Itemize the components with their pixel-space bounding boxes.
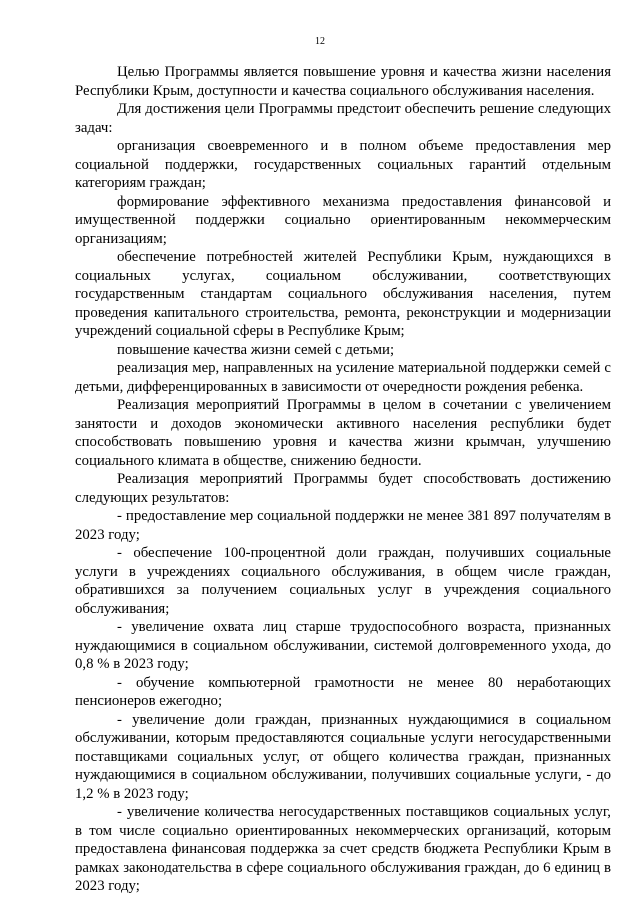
- paragraph-result-long-term-care: - увеличение охвата лиц старше трудоспособного возраста, признанных нуждающимися в социальном обслуживании, системой долговременного ухода, до 0,8 % в 2023 году;: [75, 619, 611, 672]
- paragraph-task-material-support: реализация мер, направленных на усиление материальной поддержки семей с детьми, дифференцированных в зависимости от очередности рождения ребенка.: [75, 360, 611, 395]
- paragraph-tasks-intro: Для достижения цели Программы предстоит обеспечить решение следующих задач:: [75, 101, 611, 136]
- paragraph-results-intro: Реализация мероприятий Программы будет способствовать достижению следующих результатов:: [75, 471, 611, 506]
- paragraph-overall-effect: Реализация мероприятий Программы в целом в сочетании с увеличением занятости и доходов экономически активного населения республики будет способствовать повышению уровня и качества жизни крымчан, улучшению социального климата в обществе, снижению бедности.: [75, 397, 611, 469]
- paragraph-task-families: повышение качества жизни семей с детьми;: [117, 341, 395, 358]
- paragraph-result-recipients: - предоставление мер социальной поддержки не менее 381 897 получателям в 2023 году;: [75, 508, 611, 543]
- paragraph-result-computer-literacy: - обучение компьютерной грамотности не менее 80 неработающих пенсионеров ежегодно;: [75, 674, 611, 709]
- paragraph-result-nongov-share: - увеличение доли граждан, признанных нуждающимися в социальном обслуживании, которым предоставляются социальные услуги негосударственными поставщиками социальных услуг, от общего количества граждан, признанных нуждающимися в социальном обслуживании, получивших социальные услуги, - до 1,2 % в 2023 году;: [75, 711, 611, 802]
- paragraph-task-nko-support: формирование эффективного механизма предоставления финансовой и имущественной поддержки социально ориентированным некоммерческим организациям;: [75, 193, 611, 247]
- paragraph-task-social-support: организация своевременного и в полном объеме предоставления мер социальной поддержки, государственных социальных гарантий отдельным категориям граждан;: [75, 138, 611, 191]
- page-number: 12: [315, 36, 325, 47]
- paragraph-goal: Целью Программы является повышение уровня и качества жизни населения Республики Крым, доступности и качества социального обслуживания населения.: [75, 64, 611, 99]
- paragraph-result-service-share: - обеспечение 100-процентной доли граждан, получивших социальные услуги в учреждениях социального обслуживания, в общем числе граждан, обратившихся за получением социальных услуг в учреждения социального обслуживания;: [75, 545, 611, 617]
- paragraph-task-social-services: обеспечение потребностей жителей Республики Крым, нуждающихся в социальных услугах, социальном обслуживании, соответствующих государственным стандартам социального обслуживания населения, путем проведения капитального строительства, ремонта, реконструкции и модернизации учреждений социальной сферы в Республике Крым;: [75, 249, 611, 339]
- document-body: [75, 63, 611, 896]
- paragraph-result-nongov-count: - увеличение количества негосударственных поставщиков социальных услуг, в том числе социально ориентированных некоммерческих организаций, которым предоставлена финансовая поддержка за счет средств бюджета Республики Крым в рамках законодательства в сфере социального обслуживания граждан, до 6 единиц в 2023 году;: [75, 804, 611, 894]
